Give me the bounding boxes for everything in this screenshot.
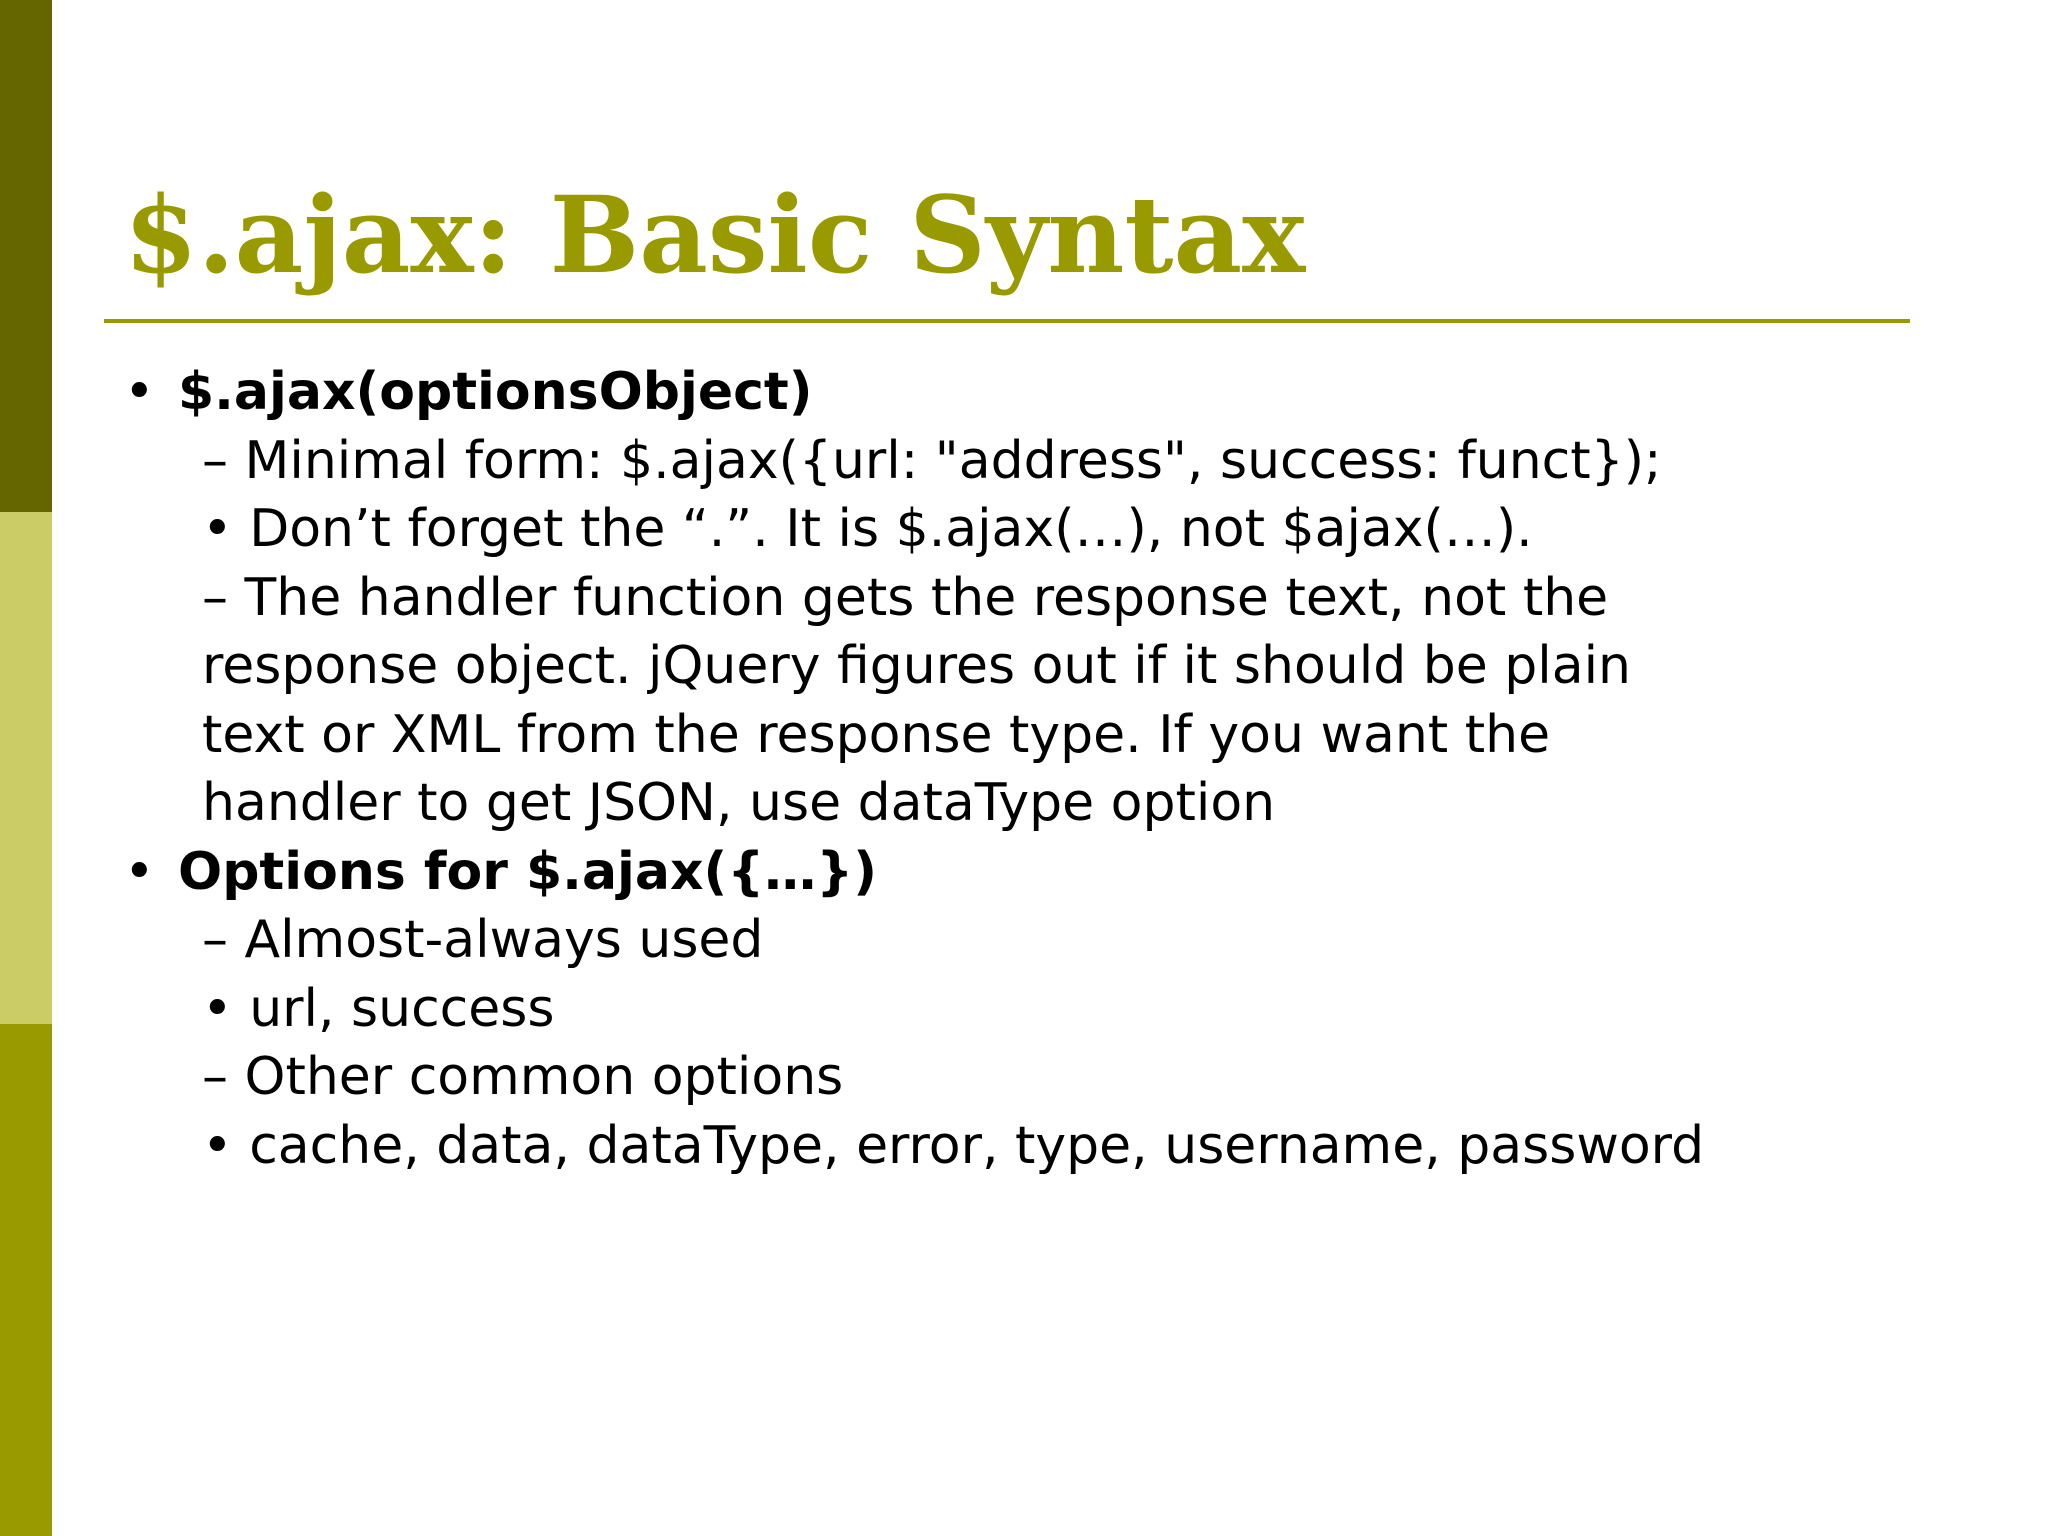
dash-marker: – <box>202 1047 228 1107</box>
subitem-handler-function-line-3 <box>124 701 1924 770</box>
subitem-text: cache, data, dataType, error, type, username, password <box>249 1115 1705 1176</box>
title-underline <box>104 319 1910 323</box>
bullet-marker: • <box>202 978 233 1039</box>
subitem-text: Minimal form: $.ajax({url: "address", success: funct}); <box>244 430 1662 491</box>
slide-body <box>124 358 1924 1180</box>
subitem-text: handler to get JSON, use dataType option <box>202 773 1276 833</box>
subitem-almost-always-used <box>124 906 1924 975</box>
bullet-ajax-options-object <box>124 358 1924 427</box>
bullet-text: $.ajax(optionsObject) <box>178 362 813 422</box>
subitem-handler-function-line-4 <box>124 769 1924 838</box>
subitem-dont-forget-dot <box>124 495 1924 564</box>
subitem-text: Almost-always used <box>244 910 764 970</box>
sidebar-band-bottom <box>0 1024 52 1536</box>
bullet-marker: • <box>202 499 233 559</box>
sidebar-decoration <box>0 0 52 1536</box>
bullet-marker: • <box>202 1115 233 1176</box>
bullet-marker: • <box>124 841 155 902</box>
dash-marker: – <box>202 430 228 491</box>
subitem-text: response object. jQuery figures out if it should be plain <box>202 636 1631 696</box>
bullet-marker: • <box>124 362 155 422</box>
subitem-option-list <box>124 1112 1924 1181</box>
bullet-text: Options for $.ajax({…}) <box>178 841 878 902</box>
subitem-minimal-form <box>124 427 1924 496</box>
subitem-handler-function-line-1 <box>124 564 1924 633</box>
subitem-url-success <box>124 975 1924 1044</box>
subitem-text: text or XML from the response type. If you want the <box>202 704 1551 765</box>
dash-marker: – <box>202 567 228 628</box>
subitem-text: The handler function gets the response text, not the <box>244 567 1609 628</box>
bullet-options-for-ajax <box>124 838 1924 907</box>
sidebar-band-middle <box>0 512 52 1024</box>
slide-title: $.ajax: Basic Syntax <box>124 172 1306 297</box>
subitem-text: url, success <box>249 978 555 1039</box>
sidebar-band-top <box>0 0 52 512</box>
subitem-text: Other common options <box>244 1047 844 1107</box>
subitem-handler-function-line-2 <box>124 632 1924 701</box>
dash-marker: – <box>202 910 228 970</box>
subitem-text: Don’t forget the “.”. It is $.ajax(…), not $ajax(…). <box>249 499 1533 559</box>
subitem-other-common-options <box>124 1043 1924 1112</box>
